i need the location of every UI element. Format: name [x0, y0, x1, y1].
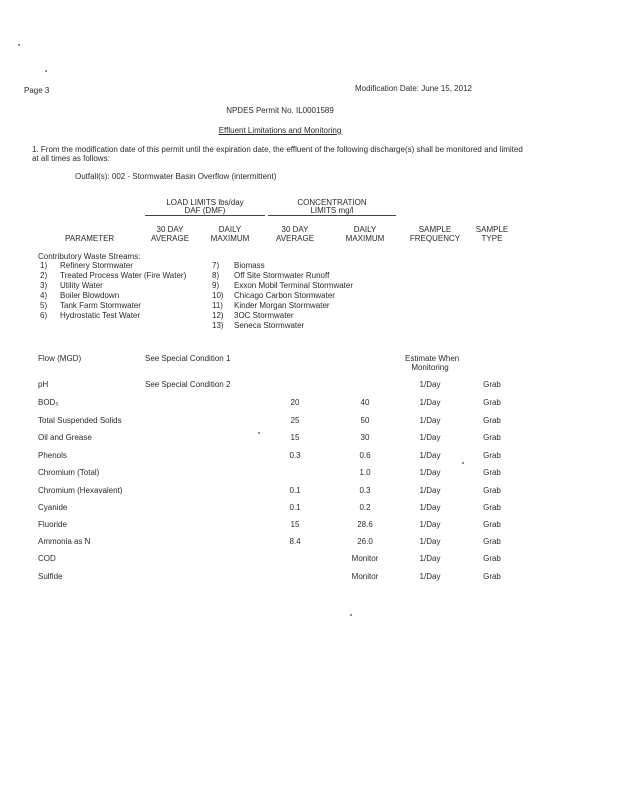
col-frequency-2: FREQUENCY	[409, 234, 461, 243]
stream-name: Seneca Stormwater	[234, 321, 305, 330]
row-frequency: 1/Day	[419, 468, 441, 477]
col-type-2: TYPE	[481, 234, 503, 243]
row-type: Grab	[483, 554, 501, 563]
row-avg: 0.1	[289, 503, 301, 512]
row-type: Grab	[483, 572, 501, 581]
stream-name: Chicago Carbon Stormwater	[234, 291, 335, 300]
row-frequency: 1/Day	[419, 433, 441, 442]
row-parameter: Sulfide	[38, 572, 63, 581]
stream-num: 4)	[40, 291, 48, 300]
row-frequency-2: Monitoring	[411, 363, 449, 372]
col-daily-load-2: MAXIMUM	[210, 234, 250, 243]
stream-num: 7)	[212, 261, 220, 270]
stream-num: 10)	[212, 291, 224, 300]
col-daily-conc-2: MAXIMUM	[345, 234, 385, 243]
row-max: 26.0	[357, 537, 373, 546]
row-parameter: Ammonia as N	[38, 537, 91, 546]
stream-num: 11)	[212, 301, 223, 310]
row-parameter: Flow (MGD)	[38, 354, 82, 363]
stream-num: 5)	[40, 301, 48, 310]
row-type: Grab	[483, 416, 501, 425]
row-type: Grab	[483, 503, 501, 512]
row-max: 40	[360, 398, 370, 407]
page-label: Page 3	[24, 86, 50, 95]
stream-name: Exxon Mobil Terminal Stormwater	[234, 281, 354, 290]
row-type: Grab	[483, 380, 501, 389]
stream-name: Hydrostatic Test Water	[60, 311, 141, 320]
row-max: 0.2	[359, 503, 371, 512]
row-type: Grab	[483, 486, 501, 495]
scan-speck	[350, 614, 352, 616]
row-type: Grab	[483, 451, 501, 460]
row-avg: 25	[290, 416, 300, 425]
row-max: 1.0	[359, 468, 371, 477]
row-frequency: 1/Day	[419, 398, 441, 407]
load-limits-sub: DAF (DMF)	[145, 206, 265, 216]
col-type-1: SAMPLE	[475, 225, 509, 234]
col-30day-load-2: AVERAGE	[150, 234, 190, 243]
row-frequency: 1/Day	[419, 572, 441, 581]
row-frequency: 1/Day	[419, 416, 441, 425]
row-type: Grab	[483, 468, 501, 477]
stream-num: 13)	[212, 321, 224, 330]
row-avg: 15	[290, 520, 300, 529]
row-frequency: 1/Day	[419, 486, 441, 495]
contributory-title: Contributory Waste Streams:	[38, 252, 141, 261]
row-frequency: 1/Day	[419, 554, 441, 563]
modification-date: Modification Date: June 15, 2012	[355, 84, 472, 93]
scan-speck	[258, 432, 260, 434]
row-type: Grab	[483, 520, 501, 529]
row-parameter: COD	[38, 554, 56, 563]
scan-speck	[462, 462, 464, 464]
row-type: Grab	[483, 537, 501, 546]
col-30day-load-1: 30 DAY	[156, 225, 184, 234]
row-avg: 15	[290, 433, 300, 442]
row-type: Grab	[483, 433, 501, 442]
intro-line-2: at all times as follows:	[32, 154, 110, 163]
stream-name: Boiler Blowdown	[60, 291, 120, 300]
row-frequency: 1/Day	[419, 520, 441, 529]
permit-title: NPDES Permit No. IL0001589	[226, 106, 334, 115]
col-daily-conc-1: DAILY	[353, 225, 377, 234]
col-parameter: PARAMETER	[65, 234, 115, 243]
row-max: Monitor	[351, 572, 379, 581]
row-parameter: Chromium (Total)	[38, 468, 100, 477]
row-avg: 0.1	[289, 486, 301, 495]
row-frequency: 1/Day	[419, 503, 441, 512]
stream-name: Biomass	[234, 261, 265, 270]
row-parameter: Total Suspended Solids	[38, 416, 122, 425]
outfall-line: Outfall(s): 002 - Stormwater Basin Overflow (intermittent)	[75, 172, 277, 181]
section-title: Effluent Limitations and Monitoring	[218, 126, 342, 135]
row-parameter: BOD₅	[38, 398, 59, 407]
row-note: See Special Condition 1	[145, 354, 231, 363]
row-parameter: Cyanide	[38, 503, 68, 512]
scan-speck	[18, 44, 20, 46]
stream-name: Tank Farm Stormwater	[60, 301, 141, 310]
col-30day-conc-1: 30 DAY	[281, 225, 309, 234]
col-daily-load-1: DAILY	[218, 225, 242, 234]
row-note: See Special Condition 2	[145, 380, 231, 389]
concentration-sub: LIMITS mg/l	[268, 206, 396, 216]
stream-name: Refinery Stormwater	[60, 261, 133, 270]
stream-name: Off Site Stormwater Runoff	[234, 271, 330, 280]
load-limits-header: LOAD LIMITS lbs/day	[166, 198, 244, 207]
stream-name: Kinder Morgan Stormwater	[234, 301, 330, 310]
row-parameter: pH	[38, 380, 49, 389]
stream-num: 12)	[212, 311, 224, 320]
row-avg: 0.3	[289, 451, 301, 460]
col-frequency-1: SAMPLE	[418, 225, 452, 234]
stream-num: 1)	[40, 261, 48, 270]
row-max: 30	[360, 433, 370, 442]
stream-num: 6)	[40, 311, 48, 320]
row-avg: 20	[290, 398, 300, 407]
stream-num: 2)	[40, 271, 48, 280]
row-parameter: Oil and Grease	[38, 433, 92, 442]
stream-name: 3OC Stormwater	[234, 311, 294, 320]
concentration-header: CONCENTRATION	[297, 198, 367, 207]
row-frequency: 1/Day	[419, 537, 441, 546]
row-parameter: Phenols	[38, 451, 67, 460]
stream-num: 3)	[40, 281, 48, 290]
stream-name: Treated Process Water (Fire Water)	[60, 271, 187, 280]
row-frequency: 1/Day	[419, 451, 441, 460]
row-parameter: Fluoride	[38, 520, 67, 529]
row-max: 50	[360, 416, 370, 425]
row-max: Monitor	[351, 554, 379, 563]
col-30day-conc-2: AVERAGE	[275, 234, 315, 243]
scan-speck	[45, 70, 47, 72]
row-max: 28.6	[357, 520, 373, 529]
intro-line-1: 1. From the modification date of this permit until the expiration date, the effluent of the following discharge(s) shall be monitored and limited	[32, 145, 523, 154]
row-type: Grab	[483, 398, 501, 407]
row-avg: 8.4	[289, 537, 301, 546]
row-frequency: 1/Day	[419, 380, 441, 389]
row-max: 0.3	[359, 486, 371, 495]
stream-name: Utility Water	[60, 281, 103, 290]
row-frequency: Estimate When	[405, 354, 460, 363]
row-parameter: Chromium (Hexavalent)	[38, 486, 123, 495]
row-max: 0.6	[359, 451, 371, 460]
stream-num: 9)	[212, 281, 220, 290]
stream-num: 8)	[212, 271, 220, 280]
